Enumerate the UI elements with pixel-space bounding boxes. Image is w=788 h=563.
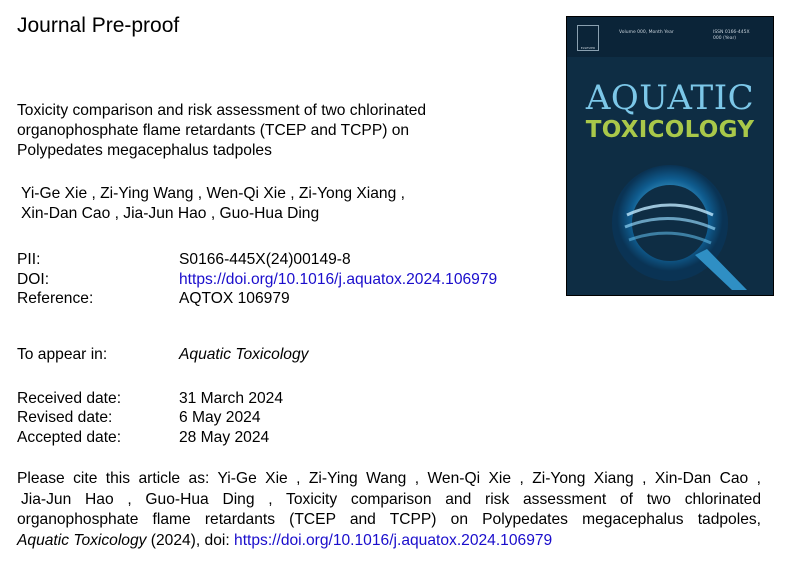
citation-line: Please cite this article as: Yi-Ge Xie , Zi-Ying Wang , Wen-Qi Xie , Zi-Yong Xiang , Xin-Dan Cao , [17, 470, 761, 487]
cover-title-aquatic: AQUATIC [585, 78, 755, 118]
pii-label: PII: [17, 251, 41, 268]
article-title-line: Toxicity comparison and risk assessment of two chlorinated [17, 102, 427, 119]
citation-paragraph [17, 469, 761, 551]
elsevier-logo-text: ELSEVIER [580, 46, 596, 50]
article-title-line: organophosphate flame retardants (TCEP and TCPP) on [17, 122, 410, 139]
revised-date-label: Revised date: [17, 409, 113, 426]
author-line: Yi-Ge Xie , Zi-Ying Wang , Wen-Qi Xie , Zi-Yong Xiang , [21, 185, 405, 202]
citation-line: organophosphate flame retardants (TCEP and TCPP) on Polypedates megacephalus tadpoles, [17, 511, 761, 528]
reference-label: Reference: [17, 290, 94, 307]
citation-year-doi-prefix: (2024), doi: [146, 531, 235, 549]
appear-in-label: To appear in: [17, 346, 108, 363]
doi-label: DOI: [17, 271, 50, 288]
elsevier-logo-icon [577, 25, 599, 51]
cover-q-water-icon [567, 145, 773, 295]
received-date-label: Received date: [17, 390, 122, 407]
citation-line-last [17, 531, 761, 552]
cover-issn-text [713, 30, 750, 42]
pii-value: S0166-445X(24)00149-8 [179, 251, 351, 268]
citation-line: Jia-Jun Hao , Guo-Hua Ding , Toxicity comparison and risk assessment of two chlorinated [21, 490, 761, 508]
cover-title-toxicology: TOXICOLOGY [585, 117, 755, 143]
reference-value: AQTOX 106979 [179, 290, 290, 307]
revised-date-value: 6 May 2024 [179, 409, 261, 426]
journal-preproof-header: Journal Pre-proof [17, 14, 180, 37]
citation-doi-link[interactable]: https://doi.org/10.1016/j.aquatox.2024.106979 [234, 531, 553, 549]
doi-link[interactable]: https://doi.org/10.1016/j.aquatox.2024.106979 [179, 271, 498, 288]
author-list [21, 184, 501, 224]
cover-issn-line: 000 (Year) [713, 36, 737, 41]
author-line: Xin-Dan Cao , Jia-Jun Hao , Guo-Hua Ding [21, 205, 320, 222]
cover-issn-line: ISSN 0166-445X [713, 30, 750, 35]
appear-in-journal: Aquatic Toxicology [179, 346, 309, 363]
received-date-value: 31 March 2024 [179, 390, 284, 407]
accepted-date-value: 28 May 2024 [179, 429, 270, 446]
article-title [17, 101, 537, 161]
accepted-date-label: Accepted date: [17, 429, 122, 446]
citation-journal: Aquatic Toxicology [17, 531, 147, 549]
cover-volume-text: Volume 000, Month Year [619, 30, 674, 35]
journal-cover-image [566, 16, 774, 296]
article-title-line: Polypedates megacephalus tadpoles [17, 142, 272, 159]
